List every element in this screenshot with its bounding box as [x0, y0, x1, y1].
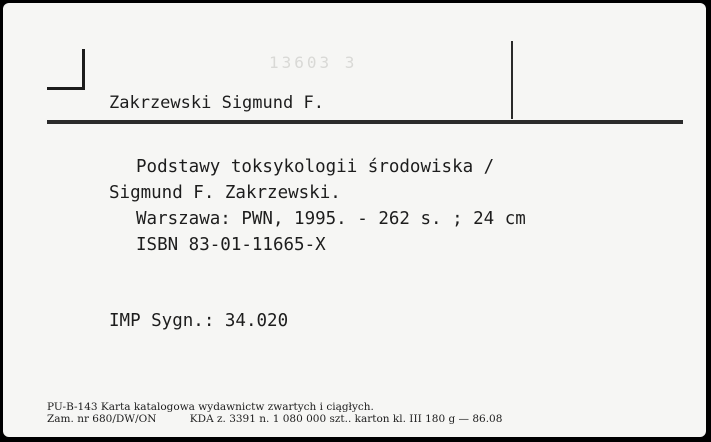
catalog-card — [3, 3, 706, 437]
isbn-line: ISBN 83-01-11665-X — [136, 235, 326, 255]
heading-rule — [47, 120, 683, 124]
footer-line-2: Zam. nr 680/DW/ON KDA z. 3391 n. 1 080 000 szt.. karton kl. III 180 g — 86.08 — [47, 413, 503, 425]
author-line: Sigmund F. Zakrzewski. — [109, 183, 341, 203]
corner-bracket-vertical — [82, 49, 85, 89]
faint-number: 13603 3 — [269, 53, 358, 72]
column-divider — [511, 41, 513, 119]
signature-line: IMP Sygn.: 34.020 — [109, 311, 289, 331]
author-heading: Zakrzewski Sigmund F. — [109, 93, 324, 113]
corner-bracket-horizontal — [47, 87, 85, 90]
title-line: Podstawy toksykologii środowiska / — [136, 157, 495, 177]
imprint-line: Warszawa: PWN, 1995. - 262 s. ; 24 cm — [136, 209, 526, 229]
footer-line-1: PU-B-143 Karta katalogowa wydawnictw zwartych i ciągłych. — [47, 401, 374, 413]
